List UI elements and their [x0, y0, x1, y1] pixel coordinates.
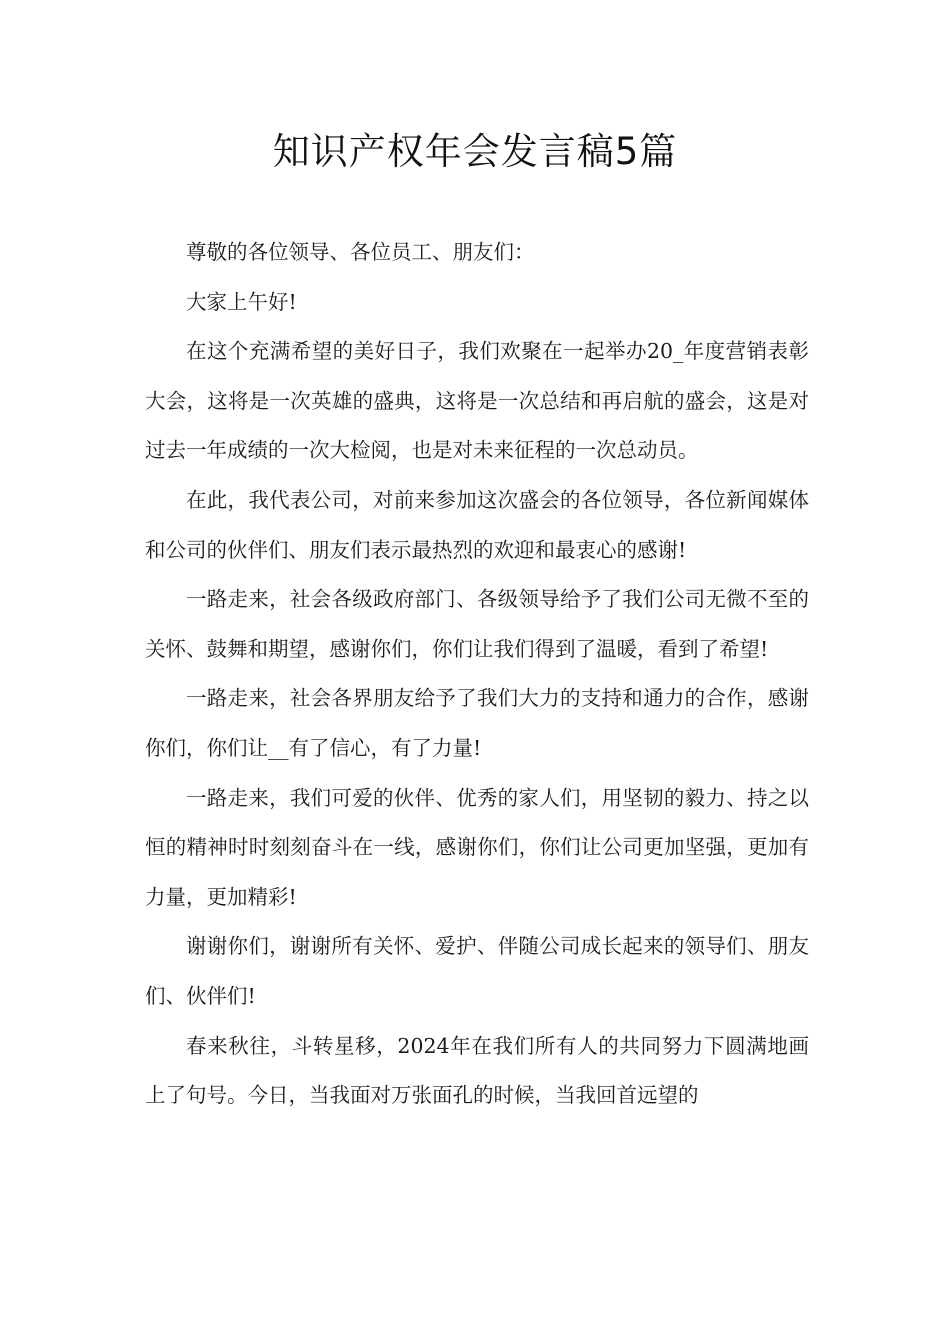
paragraph-greeting: 尊敬的各位领导、各位员工、朋友们： [186, 240, 535, 264]
document-body [145, 228, 809, 1121]
document-title: 知识产权年会发言稿5篇 [272, 130, 678, 173]
paragraph-thanks-friends: 一路走来，社会各界朋友给予了我们大力的支持和通力的合作，感谢你们，你们让__有了信心，有了力量! [145, 686, 809, 760]
paragraph-thanks-partners: 一路走来，我们可爱的伙伴、优秀的家人们，用坚韧的毅力、持之以恒的精神时时刻刻奋斗在一线，感谢你们，你们让公司更加坚强，更加有力量，更加精彩! [145, 785, 809, 909]
paragraph-year-review: 春来秋往，斗转星移，2024年在我们所有人的共同努力下圆满地画上了句号。今日，当我面对万张面孔的时候，当我回首远望的 [145, 1033, 809, 1108]
paragraph-welcome: 在此，我代表公司，对前来参加这次盛会的各位领导，各位新闻媒体和公司的伙伴们、朋友们表示最热烈的欢迎和最衷心的感谢! [145, 487, 809, 562]
paragraph-opening: 在这个充满希望的美好日子，我们欢聚在一起举办20_年度营销表彰大会，这将是一次英雄的盛典，这将是一次总结和再启航的盛会，这是对过去一年成绩的一次大检阅，也是对未来征程的一次总动员。 [145, 339, 809, 463]
paragraph-thanks-government: 一路走来，社会各级政府部门、各级领导给予了我们公司无微不至的关怀、鼓舞和期望，感谢你们，你们让我们得到了温暖，看到了希望! [145, 587, 809, 661]
paragraph-thanks-all: 谢谢你们，谢谢所有关怀、爱护、伴随公司成长起来的领导们、朋友们、伙伴们! [145, 934, 809, 1008]
paragraph-good-morning: 大家上午好! [186, 289, 297, 314]
